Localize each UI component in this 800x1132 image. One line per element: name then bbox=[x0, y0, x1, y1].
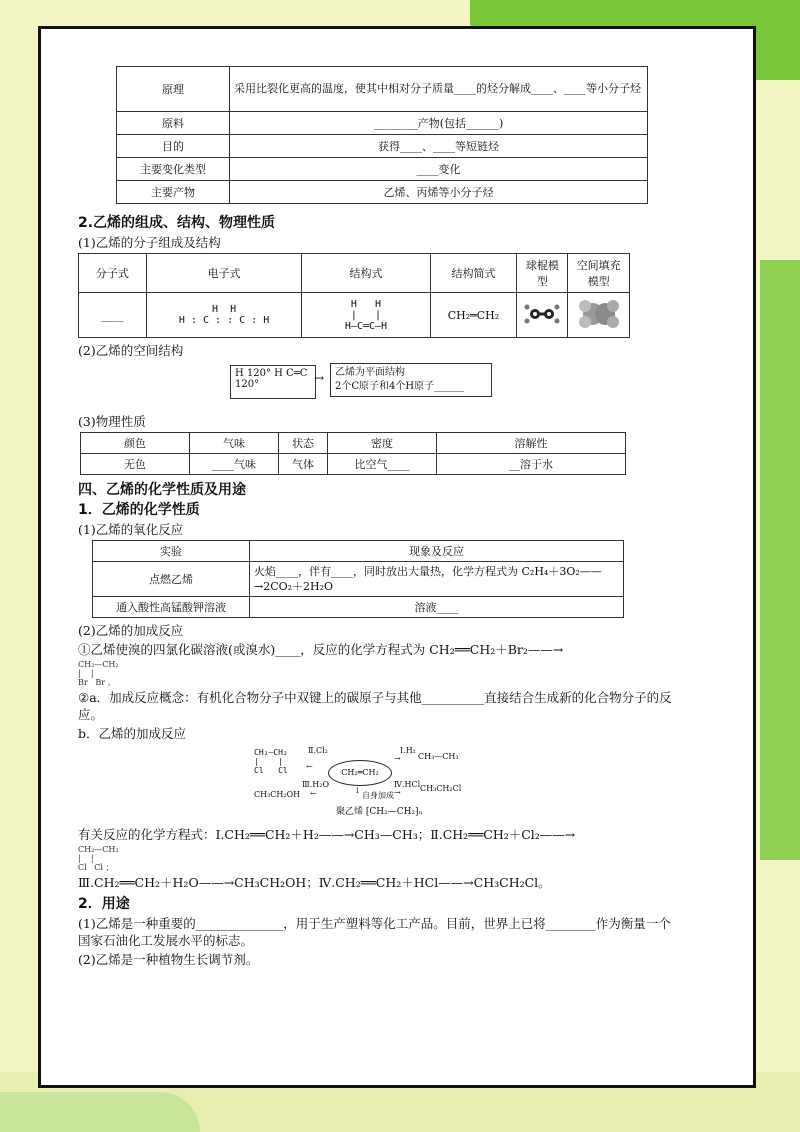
table-cell: 点燃乙烯 bbox=[93, 562, 250, 597]
table-header: 实验 bbox=[93, 541, 250, 562]
arrow-left-icon: ← bbox=[306, 762, 313, 771]
electron-formula: H H H : C : : C : H bbox=[178, 304, 270, 326]
table-cell: 比空气____ bbox=[328, 454, 437, 475]
table-row bbox=[93, 562, 624, 597]
note-line: 乙烯为平面结构 bbox=[335, 367, 405, 378]
ethane-product: CH₃—CH₃ bbox=[418, 752, 459, 761]
usage-text: (1)乙烯是一种重要的______________，用于生产塑料等化工产品。目前，世界上已将________作为衡量一个国家石油化工发展水平的标志。 bbox=[78, 916, 671, 948]
addition-concept: ②a．加成反应概念：有机化合物分子中双键上的碳原子与其他__________直接结合生成新的化合物分子的反应。 bbox=[78, 690, 672, 722]
table-header: 密度 bbox=[328, 433, 437, 454]
table-cell: 火焰____，伴有____，同时放出大量热，化学方程式为 C₂H₄＋3O₂——→2CO₂＋2H₂O bbox=[250, 562, 624, 597]
table-header: 现象及反应 bbox=[250, 541, 624, 562]
table-cell: 溶液____ bbox=[250, 597, 624, 618]
addition-subtitle: b．乙烯的加成反应 bbox=[78, 726, 187, 741]
table-header: 空间填充模型 bbox=[568, 254, 630, 293]
structure-table bbox=[78, 253, 630, 338]
table-header: 电子式 bbox=[146, 254, 301, 293]
chloroethane-product: CH₃CH₂Cl bbox=[420, 784, 462, 793]
worksheet-content bbox=[78, 66, 678, 970]
section-title: 2．用途 bbox=[78, 896, 130, 912]
table-cell: CH₂═CH₂ bbox=[430, 293, 517, 338]
table-row bbox=[81, 433, 626, 454]
section-title: 2.乙烯的组成、结构、物理性质 bbox=[78, 215, 276, 231]
dichloro-product: CH₂—CH₂ | | Cl Cl bbox=[254, 748, 288, 775]
table-cell: 原料 bbox=[117, 112, 230, 135]
table-cell bbox=[568, 293, 630, 338]
h2-label: Ⅰ.H₂ bbox=[400, 746, 416, 755]
table-row bbox=[117, 181, 648, 204]
subsection-title: (2)乙烯的加成反应 bbox=[78, 623, 184, 638]
table-header: 状态 bbox=[279, 433, 328, 454]
equations-text: Ⅲ.CH₂══CH₂＋H₂O——→CH₃CH₂OH；Ⅳ.CH₂══CH₂＋HCl——→CH₃CH₂Cl。 bbox=[78, 875, 551, 890]
table-cell bbox=[146, 293, 301, 338]
physical-properties-table bbox=[80, 432, 626, 475]
subsection-title: (1)乙烯的分子组成及结构 bbox=[78, 235, 221, 250]
subsection-title: (3)物理性质 bbox=[78, 414, 146, 429]
table-header: 结构式 bbox=[302, 254, 430, 293]
table-header: 溶解性 bbox=[437, 433, 626, 454]
ethanol-product: CH₃CH₂OH bbox=[254, 790, 301, 799]
table-row bbox=[79, 254, 630, 293]
ethylene-center: CH₂═CH₂ bbox=[328, 760, 392, 786]
table-header: 分子式 bbox=[79, 254, 147, 293]
chapter-title: 四、乙烯的化学性质及用途 bbox=[78, 482, 246, 498]
cl2-label: Ⅱ.Cl₂ bbox=[308, 746, 328, 755]
polyethylene-product: 聚乙烯 ⁅CH₂—CH₂⁆ₙ bbox=[336, 807, 423, 817]
table-cell: 气体 bbox=[279, 454, 328, 475]
section-title: 1．乙烯的化学性质 bbox=[78, 502, 200, 518]
table-header: 球棍模型 bbox=[517, 254, 568, 293]
table-cell: 主要产物 bbox=[117, 181, 230, 204]
usage-text: (2)乙烯是一种植物生长调节剂。 bbox=[78, 952, 259, 967]
table-header: 结构简式 bbox=[430, 254, 517, 293]
note-line: 2个C原子和4个H原子______ bbox=[335, 381, 465, 392]
table-header: 颜色 bbox=[81, 433, 190, 454]
h2o-label: Ⅲ.H₂O bbox=[302, 780, 329, 789]
table-row bbox=[117, 67, 648, 112]
arrow-left-icon: ← bbox=[310, 789, 317, 798]
arrow-down-icon: ↓ bbox=[354, 786, 361, 795]
table-cell: 采用比裂化更高的温度，使其中相对分子质量____的烃分解成____、____等小分子烃 bbox=[230, 67, 648, 112]
dibromo-formula: CH₂—CH₂ | | Br Br 。 bbox=[78, 660, 119, 687]
table-row bbox=[81, 454, 626, 475]
table-cell: 通入酸性高锰酸钾溶液 bbox=[93, 597, 250, 618]
self-addition-label: 自身加成 bbox=[362, 791, 394, 800]
table-cell bbox=[517, 293, 568, 338]
hcl-label: Ⅳ.HCl bbox=[394, 780, 421, 789]
table-cell: ____ bbox=[79, 293, 147, 338]
table-row bbox=[117, 158, 648, 181]
background-green-right bbox=[760, 260, 800, 860]
cracking-table bbox=[116, 66, 648, 204]
table-row bbox=[93, 597, 624, 618]
dichloro-formula: CH₂—CH₂ | | Cl Cl ； bbox=[78, 845, 119, 872]
table-cell: 主要变化类型 bbox=[117, 158, 230, 181]
table-cell: ________产物(包括______) bbox=[230, 112, 648, 135]
space-filling-model-icon bbox=[577, 299, 621, 329]
space-structure-notes bbox=[330, 363, 492, 397]
subsection-title: (1)乙烯的氧化反应 bbox=[78, 522, 184, 537]
table-cell bbox=[302, 293, 430, 338]
table-cell: ____气味 bbox=[190, 454, 279, 475]
arrow-right-icon: → bbox=[394, 754, 401, 763]
background-green-bottom-left bbox=[0, 1092, 200, 1132]
table-header: 气味 bbox=[190, 433, 279, 454]
table-cell: 目的 bbox=[117, 135, 230, 158]
table-cell: ____变化 bbox=[230, 158, 648, 181]
table-row bbox=[117, 112, 648, 135]
table-cell: 获得____、____等短链烃 bbox=[230, 135, 648, 158]
table-cell: 无色 bbox=[81, 454, 190, 475]
table-row bbox=[93, 541, 624, 562]
subsection-title: (2)乙烯的空间结构 bbox=[78, 343, 184, 358]
oxidation-table bbox=[92, 540, 624, 618]
space-structure-diagram bbox=[230, 361, 678, 405]
addition-text: ①乙烯使溴的四氯化碳溶液(或溴水)____，反应的化学方程式为 CH₂══CH₂＋Br₂——→ bbox=[78, 642, 564, 657]
equations-text: 有关反应的化学方程式：Ⅰ.CH₂══CH₂＋H₂——→CH₃—CH₃；Ⅱ.CH₂══CH₂＋Cl₂——→ bbox=[78, 827, 576, 842]
structural-formula: H H | | H—C═C—H bbox=[344, 298, 388, 332]
arrow-icon: → bbox=[314, 371, 325, 385]
ethylene-angle-box: H 120° H C═C 120° bbox=[230, 365, 316, 399]
table-cell: 原理 bbox=[117, 67, 230, 112]
arrow-right-icon: → bbox=[394, 788, 401, 797]
table-cell: 乙烯、丙烯等小分子烃 bbox=[230, 181, 648, 204]
ball-stick-model-icon bbox=[524, 303, 560, 325]
addition-reactions-diagram bbox=[254, 744, 484, 820]
table-row bbox=[117, 135, 648, 158]
table-row bbox=[79, 293, 630, 338]
table-cell: __溶于水 bbox=[437, 454, 626, 475]
